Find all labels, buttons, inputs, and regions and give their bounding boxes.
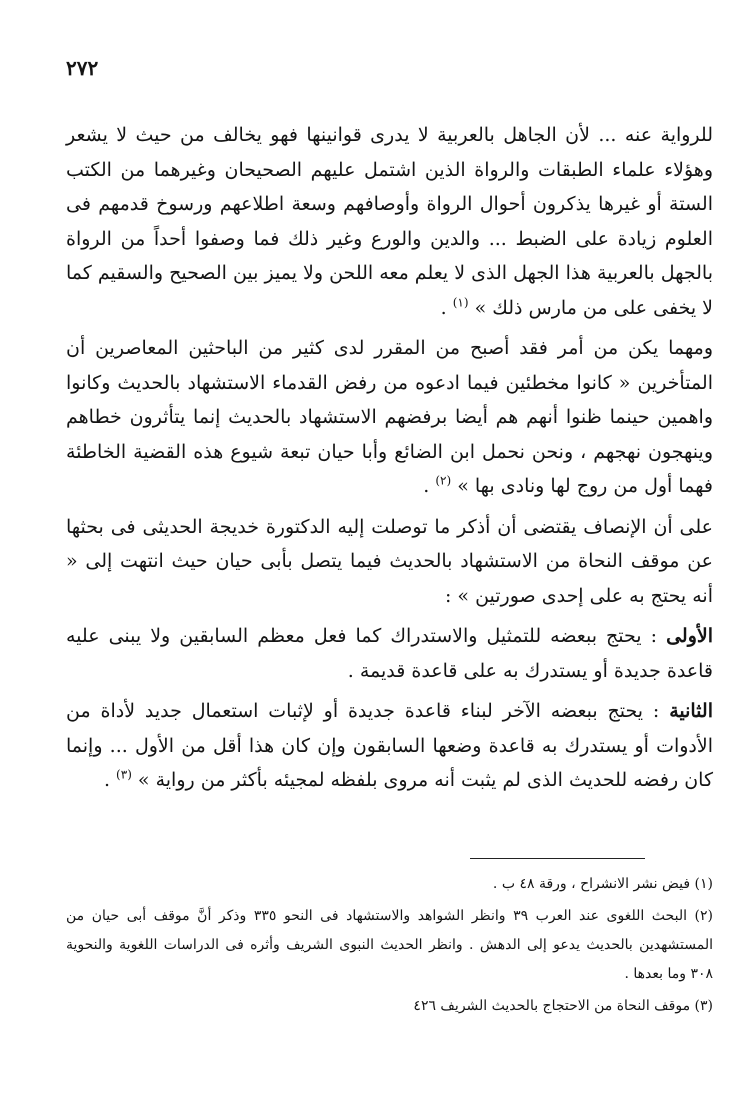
footnote-ref-1: (١) [452, 295, 469, 310]
footnote-2: (٢) البحث اللغوى عند العرب ٣٩ وانظر الشواهد والاستشهاد فى النحو ٣٣٥ وذكر أنَّ موقف أبى حيان من المستشهدين بالحديث يدعو إلى الدهش . وانظر الحديث النبوى الشريف وأثره فى الدراسات اللغوية والنحوية ٣٠٨ وما بعدها . [66, 908, 713, 982]
main-text [66, 118, 713, 798]
paragraph-2 [66, 331, 713, 504]
paragraph-1-text: للرواية عنه ... لأن الجاهل بالعربية لا يدرى قوانينها فهو يخالف من حيث لا يشعر وهؤلاء علماء الطبقات والرواة الذين اشتمل عليهم الصحيحان وغيرهما من الكتب الستة أو غيرها يذكرون أحوال الرواة وأوصافهم وسعة اطلاعهم ورسوخ قدمهم فى العلوم زيادة على الضبط ... والدين والورع وغير ذلك فما وصفوا أحداً من الرواة بالجهل بالعربية هذا الجهل الذى لا يعلم معه اللحن ولا يميز بين الصحيح والسقيم كما لا يخفى على من مارس ذلك » [66, 124, 713, 319]
paragraph-3 [66, 510, 713, 614]
footnotes [66, 870, 713, 1021]
footnote-3: (٣) موقف النحاة من الاحتجاج بالحديث الشريف ٤٢٦ [413, 998, 713, 1014]
first-form-text: : يحتج ببعضه للتمثيل والاستدراك كما فعل معظم السابقين ولا يبنى عليه قاعدة جديدة أو يستدرك به على قاعدة قديمة . [66, 625, 713, 682]
paragraph-1-end: . [440, 296, 453, 319]
second-form-text: : يحتج ببعضه الآخر لبناء قاعدة جديدة أو لإثبات استعمال جديد لأداة من الأدوات أو يستدرك به قاعدة وضعها السابقون وإن كان هذا أقل من الأول ... وإنما كان رفضه للحديث الذى لم يثبت أنه مروى بلفظه لمجيئه بأكثر من رواية » [66, 700, 713, 791]
second-form-label: الثانية [669, 700, 713, 722]
first-form-label: الأولى [666, 625, 713, 647]
second-form-end: . [103, 769, 117, 791]
paragraph-2-text: ومهما يكن من أمر فقد أصبح من المقرر لدى كثير من الباحثين المعاصرين أن المتأخرين « كانوا مخطئين فيما ادعوه من رفض القدماء الاستشهاد بالحديث وكانوا واهمين حينما ظنوا أنهم هم أيضا برفضهم الاستشهاد بالحديث إنما يتأثرون خطاهم وينهجون نهجهم ، ونحن نحمل ابن الضائع وأبا حيان تبعة شيوع هذه القضية الخاطئة فهما أول من روج لها ونادى بها » [66, 337, 713, 497]
paragraph-2-end: . [423, 475, 436, 497]
footnote-ref-3: (٣) [116, 767, 132, 782]
first-form-paragraph [66, 619, 713, 688]
page-number: ٢٧٢ [66, 56, 99, 80]
footnote-ref-2: (٢) [435, 473, 452, 488]
paragraph-1 [66, 118, 713, 325]
paragraph-3-text: على أن الإنصاف يقتضى أن أذكر ما توصلت إليه الدكتورة خديجة الحديثى فى بحثها عن موقف النحاة من الاستشهاد بالحديث فيما يتصل بأبى حيان حيث انتهت إلى « أنه يحتج به على إحدى صورتين » : [66, 515, 713, 607]
second-form-paragraph [66, 694, 713, 798]
footnote-separator [470, 858, 645, 859]
footnote-1: (١) فيض نشر الانشراح ، ورقة ٤٨ ب . [492, 876, 713, 892]
